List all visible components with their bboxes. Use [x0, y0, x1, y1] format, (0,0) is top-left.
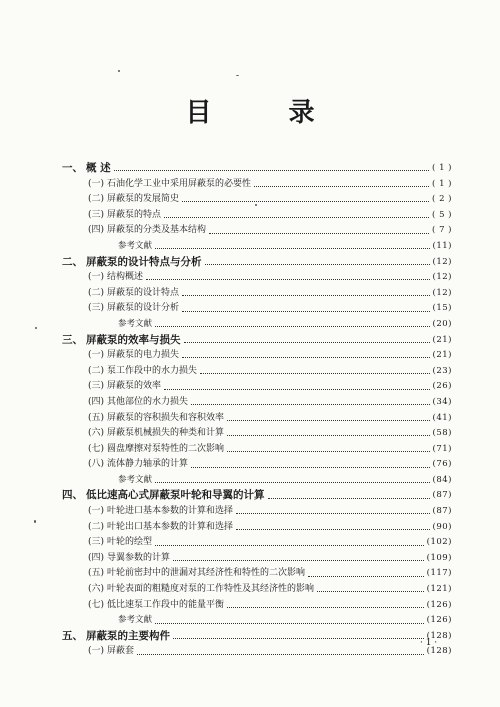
- dot-leader: [155, 545, 424, 546]
- dot-leader: [209, 233, 429, 234]
- toc-section-entry: [62, 379, 452, 395]
- dot-leader: [155, 248, 430, 249]
- toc-page-number: ( 5 ): [432, 209, 452, 220]
- toc-page-number: (109): [426, 552, 452, 563]
- toc-entry-number: (五): [88, 568, 105, 579]
- toc-entry-number: 四、: [62, 489, 83, 502]
- toc-section-entry: [62, 582, 452, 598]
- toc-entry-number: (一): [88, 272, 105, 283]
- dot-leader: [164, 217, 429, 218]
- toc-section-entry: [62, 364, 452, 380]
- dot-leader: [205, 264, 430, 265]
- dot-leader: [137, 654, 424, 655]
- toc-entry-number: (七): [88, 443, 105, 454]
- dot-leader: [182, 295, 430, 296]
- toc-entry-label: [62, 177, 251, 193]
- toc-entry-label: [62, 582, 314, 598]
- toc-entry-label: [62, 161, 111, 177]
- toc-chapter-entry: [62, 333, 452, 349]
- toc-entry-text: 参考文献: [118, 318, 153, 329]
- toc-section-entry: [62, 504, 452, 520]
- toc-page-number: ( 1 ): [432, 163, 452, 173]
- toc-reference-entry: [62, 239, 452, 255]
- scan-speck: [35, 327, 37, 329]
- toc-entry-label: [62, 629, 170, 645]
- toc-entry-label: [62, 520, 233, 536]
- dot-leader: [173, 638, 424, 639]
- toc-entry-number: (三): [88, 381, 105, 392]
- dot-leader: [155, 482, 430, 483]
- toc-entry-label: [62, 255, 202, 271]
- toc-entry-label: [62, 223, 206, 239]
- toc-page-number: (21): [432, 334, 452, 345]
- toc-entry-label: [62, 379, 161, 395]
- toc-entry-text: 结构概述: [107, 272, 144, 283]
- toc-entry-label: [62, 411, 224, 427]
- toc-entry-number: (四): [88, 225, 105, 236]
- dot-leader: [164, 389, 430, 390]
- toc-section-entry: [62, 644, 452, 660]
- dot-leader: [227, 435, 430, 436]
- toc-section-entry: [62, 395, 452, 411]
- toc-page-number: (76): [432, 459, 452, 470]
- toc-entry-number: (一): [88, 646, 105, 657]
- toc-entry-label: [62, 566, 305, 582]
- toc-entry-number: (三): [88, 303, 105, 314]
- dot-leader: [182, 201, 429, 202]
- toc-entry-text: 参考文献: [118, 240, 153, 251]
- toc-entry-text: 低比速泵工作段中的能量平衡: [107, 599, 225, 610]
- table-of-contents: [62, 161, 452, 660]
- toc-entry-label: [62, 317, 152, 333]
- toc-entry-label: [62, 488, 265, 504]
- toc-entry-text: 参考文献: [118, 615, 153, 626]
- toc-entry-text: 屏蔽泵的效率: [107, 381, 162, 392]
- scan-speck: [236, 75, 239, 76]
- toc-page-number: (11): [432, 240, 452, 251]
- toc-entry-number: (二): [88, 365, 105, 376]
- toc-entry-label: [62, 333, 181, 349]
- toc-section-entry: [62, 208, 452, 224]
- toc-page-number: (90): [432, 521, 452, 532]
- page-title: 目 录: [185, 98, 349, 128]
- toc-page-number: (84): [432, 474, 452, 485]
- toc-entry-text: 屏蔽泵机械损失的种类和计算: [107, 428, 225, 439]
- toc-section-entry: [62, 411, 452, 427]
- toc-chapter-entry: [62, 488, 452, 504]
- toc-entry-text: 屏蔽泵的主要构件: [86, 629, 170, 642]
- toc-entry-text: 导翼参数的计算: [107, 552, 171, 563]
- toc-page-number: (12): [432, 272, 452, 283]
- toc-entry-text: 叶轮前密封中的泄漏对其经济性和特性的二次影响: [107, 568, 306, 579]
- toc-entry-number: (一): [88, 506, 105, 517]
- toc-chapter-entry: [62, 255, 452, 271]
- toc-entry-text: 圆盘摩擦对泵特性的二次影响: [107, 443, 225, 454]
- toc-section-entry: [62, 177, 452, 193]
- toc-entry-label: [62, 239, 152, 255]
- dot-leader: [173, 560, 424, 561]
- toc-entry-text: 低比速高心式屏蔽泵叶轮和导翼的计算: [86, 489, 265, 502]
- toc-page-number: (126): [426, 599, 452, 610]
- toc-entry-text: 概 述: [86, 162, 111, 174]
- dot-leader: [268, 498, 430, 499]
- toc-entry-text: 叶轮表面的粗糙度对泵的工作特性及其经济性的影响: [107, 584, 315, 595]
- toc-chapter-entry: [62, 629, 452, 645]
- toc-entry-number: 一、: [62, 162, 83, 174]
- toc-section-entry: [62, 286, 452, 302]
- toc-entry-label: [62, 301, 179, 317]
- toc-page-number: (12): [432, 287, 452, 298]
- toc-entry-number: (八): [88, 459, 105, 470]
- toc-entry-label: [62, 613, 152, 629]
- toc-entry-label: [62, 473, 152, 489]
- toc-entry-text: 石油化学工业中采用屏蔽泵的必要性: [107, 178, 252, 189]
- toc-entry-label: [62, 442, 224, 458]
- toc-entry-number: (七): [88, 599, 105, 610]
- scan-speck: [118, 70, 120, 72]
- toc-entry-text: 屏蔽套: [107, 646, 135, 657]
- scan-speck: [255, 204, 257, 206]
- toc-entry-number: (二): [88, 287, 105, 298]
- dot-leader: [182, 311, 430, 312]
- toc-entry-text: 屏蔽泵的发展简史: [107, 194, 180, 205]
- toc-section-entry: [62, 223, 452, 239]
- toc-page-number: (15): [432, 303, 452, 314]
- toc-entry-number: (五): [88, 412, 105, 423]
- toc-entry-text: 屏蔽泵的设计分析: [107, 303, 180, 314]
- toc-entry-number: (一): [88, 350, 105, 361]
- toc-entry-label: [62, 348, 179, 364]
- toc-entry-text: 屏蔽泵的特点: [107, 209, 162, 220]
- toc-entry-number: (六): [88, 584, 105, 595]
- toc-entry-text: 屏蔽泵的电力损失: [107, 350, 180, 361]
- toc-entry-number: 三、: [62, 333, 83, 346]
- toc-page-number: (23): [432, 365, 452, 376]
- toc-entry-text: 泵工作段中的水力损失: [107, 365, 198, 376]
- toc-page-number: (12): [432, 256, 452, 267]
- toc-entry-text: 屏蔽泵的设计特点: [107, 287, 180, 298]
- toc-entry-text: 屏蔽泵的容积损失和容积效率: [107, 412, 225, 423]
- dot-leader: [308, 576, 424, 577]
- toc-section-entry: [62, 192, 452, 208]
- toc-section-entry: [62, 270, 452, 286]
- toc-entry-text: 屏蔽泵的分类及基本结构: [107, 225, 207, 236]
- toc-reference-entry: [62, 613, 452, 629]
- toc-page-number: (21): [432, 350, 452, 361]
- toc-entry-number: (三): [88, 209, 105, 220]
- toc-section-entry: [62, 348, 452, 364]
- toc-entry-text: 叶轮出口基本参数的计算和选择: [107, 521, 234, 532]
- toc-section-entry: [62, 520, 452, 536]
- toc-entry-number: (一): [88, 178, 105, 189]
- toc-page-number: ( 7 ): [432, 225, 452, 236]
- toc-page-number: (87): [432, 506, 452, 517]
- toc-page-number: (117): [426, 568, 452, 579]
- dot-leader: [227, 607, 424, 608]
- toc-entry-number: (二): [88, 521, 105, 532]
- toc-entry-text: 其他部位的水力损失: [107, 396, 189, 407]
- toc-section-entry: [62, 457, 452, 473]
- toc-page-number: (102): [426, 537, 452, 548]
- scan-speck: [34, 520, 36, 523]
- toc-entry-text: 屏蔽泵的设计特点与分析: [86, 255, 202, 268]
- toc-section-entry: [62, 535, 452, 551]
- toc-entry-number: 二、: [62, 255, 83, 268]
- toc-page-number: (71): [432, 443, 452, 454]
- toc-section-entry: [62, 442, 452, 458]
- toc-entry-label: [62, 504, 233, 520]
- toc-section-entry: [62, 301, 452, 317]
- toc-chapter-entry: [62, 161, 452, 177]
- toc-entry-text: 屏蔽泵的效率与损失: [86, 333, 181, 346]
- dot-leader: [114, 170, 429, 171]
- toc-section-entry: [62, 598, 452, 614]
- toc-page-number: (126): [426, 615, 452, 626]
- footer-page-number: · 1 ·: [420, 638, 438, 648]
- toc-entry-number: 五、: [62, 629, 83, 642]
- dot-leader: [317, 591, 424, 592]
- toc-entry-label: [62, 208, 161, 224]
- dot-leader: [191, 404, 430, 405]
- toc-entry-number: (三): [88, 537, 105, 548]
- toc-page-number: ( 2 ): [432, 194, 452, 205]
- toc-entry-label: [62, 551, 170, 567]
- toc-page-number: (128): [426, 630, 452, 641]
- toc-page-number: (41): [432, 412, 452, 423]
- dot-leader: [155, 326, 430, 327]
- toc-entry-text: 参考文献: [118, 474, 153, 485]
- dot-leader: [191, 467, 430, 468]
- toc-page-number: ( 1 ): [432, 178, 452, 189]
- toc-reference-entry: [62, 473, 452, 489]
- toc-reference-entry: [62, 317, 452, 333]
- dot-leader: [236, 529, 430, 530]
- toc-entry-label: [62, 457, 188, 473]
- toc-section-entry: [62, 566, 452, 582]
- toc-page-number: (34): [432, 396, 452, 407]
- toc-section-entry: [62, 551, 452, 567]
- toc-entry-text: 叶轮的绘型: [107, 537, 153, 548]
- dot-leader: [236, 513, 430, 514]
- toc-entry-label: [62, 270, 143, 286]
- toc-entry-label: [62, 286, 179, 302]
- toc-entry-label: [62, 535, 152, 551]
- dot-leader: [200, 373, 430, 374]
- toc-entry-number: (六): [88, 428, 105, 439]
- toc-entry-label: [62, 598, 224, 614]
- toc-entry-label: [62, 192, 179, 208]
- toc-entry-label: [62, 395, 188, 411]
- toc-page-number: (26): [432, 381, 452, 392]
- toc-page-number: (87): [432, 490, 452, 501]
- dot-leader: [227, 451, 430, 452]
- toc-page-number: (128): [426, 646, 452, 657]
- dot-leader: [184, 342, 430, 343]
- toc-section-entry: [62, 426, 452, 442]
- toc-entry-text: 流体静力轴承的计算: [107, 459, 189, 470]
- dot-leader: [182, 357, 430, 358]
- dot-leader: [146, 279, 430, 280]
- toc-entry-number: (四): [88, 552, 105, 563]
- toc-entry-text: 叶轮进口基本参数的计算和选择: [107, 506, 234, 517]
- toc-entry-label: [62, 426, 224, 442]
- toc-entry-number: (二): [88, 194, 105, 205]
- toc-page-number: (58): [432, 428, 452, 439]
- dot-leader: [254, 186, 429, 187]
- dot-leader: [227, 420, 430, 421]
- dot-leader: [155, 623, 424, 624]
- toc-page-number: (20): [432, 318, 452, 329]
- toc-entry-label: [62, 364, 197, 380]
- toc-entry-label: [62, 644, 134, 660]
- toc-entry-number: (四): [88, 396, 105, 407]
- toc-page-number: (121): [426, 584, 452, 595]
